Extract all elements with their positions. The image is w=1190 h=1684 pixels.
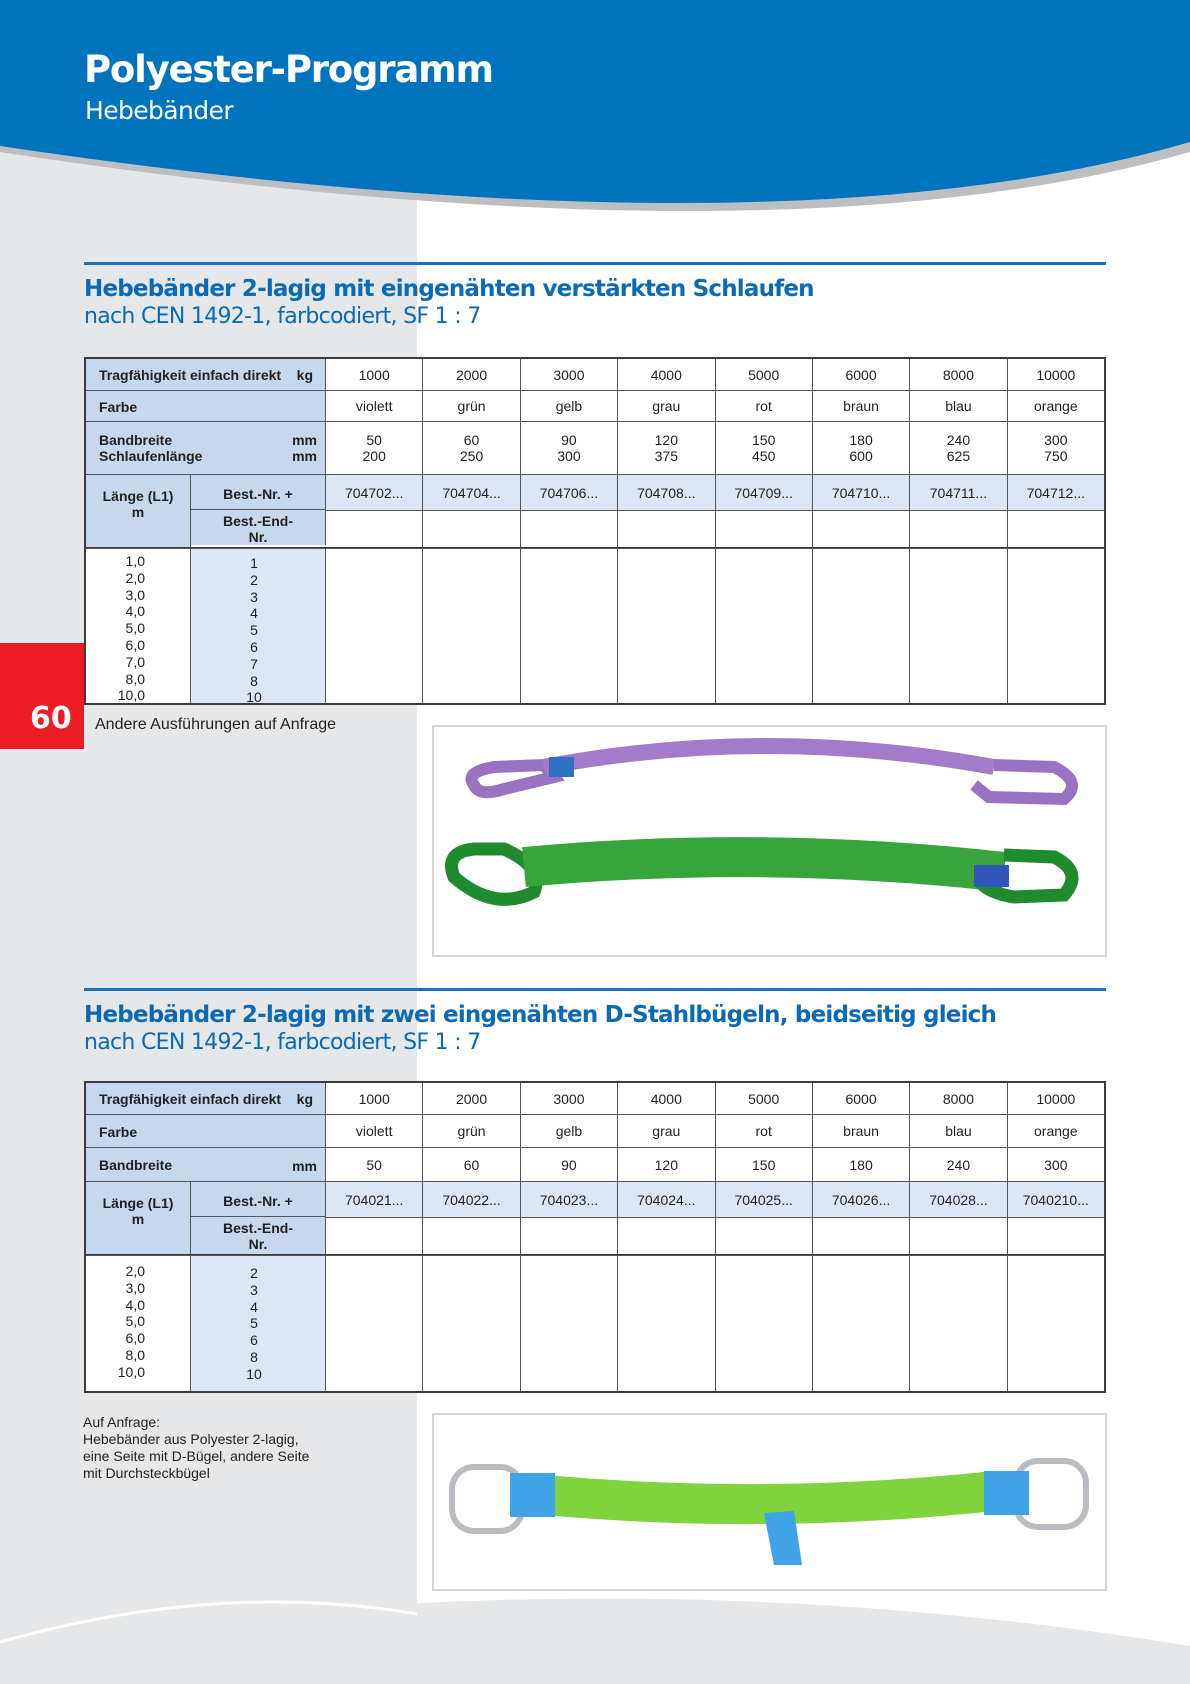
capacity-cell: 4000 <box>618 1083 715 1114</box>
loop-value: 250 <box>459 448 484 464</box>
length-unit: m <box>131 1211 145 1227</box>
capacity-unit: kg <box>296 1091 313 1107</box>
order-block <box>86 475 1104 547</box>
end-number-value: 8 <box>250 1348 258 1365</box>
width-cell: 300 <box>1044 1156 1068 1173</box>
length-value: 3,0 <box>125 1279 145 1296</box>
end-number-value: 4 <box>250 1298 258 1315</box>
capacity-cell: 6000 <box>813 1083 910 1114</box>
color-cell: blau <box>910 1115 1007 1147</box>
length-value: 2,0 <box>125 1263 145 1279</box>
page-subtitle: Hebebänder <box>85 96 233 125</box>
length-value: 3,0 <box>125 586 145 603</box>
order-numbers <box>326 475 1104 511</box>
order-number-cell: 704025... <box>716 1182 813 1217</box>
loop-value: 625 <box>946 448 971 464</box>
end-number-value: 3 <box>250 588 258 605</box>
capacity-row <box>86 359 1104 391</box>
width-cell: 240 <box>910 1148 1007 1181</box>
order-number-cell: 704706... <box>521 475 618 510</box>
color-cell: grün <box>423 391 520 421</box>
width-cell: 90 <box>521 1148 618 1181</box>
width-cell: 120 <box>618 1148 715 1181</box>
color-cell: violett <box>326 391 423 421</box>
violet-sling <box>472 746 1073 799</box>
length-value: 8,0 <box>125 670 145 687</box>
end-no-label: Best.-End- Nr. <box>191 510 326 545</box>
end-number-value: 4 <box>250 605 258 622</box>
end-number-value: 10 <box>246 689 262 706</box>
color-cell: blau <box>910 391 1007 421</box>
end-number-value: 6 <box>250 1332 258 1349</box>
length-value: 5,0 <box>125 1313 145 1330</box>
end-number-value: 1 <box>250 555 258 571</box>
end-number-value: 10 <box>246 1365 262 1382</box>
width-row <box>86 1148 1104 1182</box>
length-label: Länge (L1) <box>102 1195 174 1211</box>
length-value: 6,0 <box>125 636 145 653</box>
capacity-cell: 8000 <box>910 359 1007 390</box>
length-label: Länge (L1) <box>102 488 174 504</box>
loop-value: 750 <box>1044 448 1068 464</box>
end-number-value: 3 <box>250 1281 258 1298</box>
loop-slings-image <box>434 727 1105 955</box>
section2-note: Auf Anfrage: Hebebänder aus Polyester 2-lagig, eine Seite mit D-Bügel, andere Seite mit Durchsteckbügel <box>83 1414 310 1481</box>
loop-value: 375 <box>654 448 678 464</box>
section1-subtitle: nach CEN 1492-1, farbcodiert, SF 1 : 7 <box>84 304 481 329</box>
width-loop-cell <box>910 422 1007 474</box>
order-number-cell: 704026... <box>813 1182 910 1217</box>
color-cell: gelb <box>521 1115 618 1147</box>
page-number: 60 <box>30 701 72 736</box>
width-value: 50 <box>366 432 382 448</box>
empty-grid <box>326 1256 1104 1391</box>
loop-value: 450 <box>752 448 776 464</box>
section2-rule <box>84 988 1106 991</box>
length-value: 6,0 <box>125 1330 145 1347</box>
order-no-label: Best.-Nr. + <box>191 475 326 510</box>
color-row <box>86 391 1104 422</box>
empty-grid <box>326 549 1104 703</box>
page-title: Polyester-Programm <box>84 48 493 91</box>
width-cell: 60 <box>423 1148 520 1181</box>
loop-value: 200 <box>362 448 386 464</box>
end-number-blank-row <box>326 1217 1104 1254</box>
width-value: 150 <box>752 432 776 448</box>
width-loop-cell <box>618 422 715 474</box>
width-label: Bandbreite <box>99 432 173 448</box>
color-cell: grau <box>618 1115 715 1147</box>
capacity-cell: 5000 <box>716 1083 813 1114</box>
length-value: 1,0 <box>125 553 145 569</box>
capacity-cell: 5000 <box>716 359 813 390</box>
width-value: 90 <box>561 432 577 448</box>
capacity-cell: 8000 <box>910 1083 1007 1114</box>
capacity-label: Tragfähigkeit einfach direkt <box>99 1091 282 1107</box>
width-cell: 150 <box>716 1148 813 1181</box>
color-cell: gelb <box>521 391 618 421</box>
green-sling <box>452 849 1073 899</box>
color-cell: braun <box>813 1115 910 1147</box>
width-label: Bandbreite <box>99 1157 173 1173</box>
section2-title: Hebebänder 2-lagig mit zwei eingenähten D-Stahlbügeln, beidseitig gleich <box>84 1002 997 1028</box>
end-number-blank-row <box>326 510 1104 547</box>
length-value: 4,0 <box>125 1296 145 1313</box>
color-cell: grau <box>618 391 715 421</box>
color-cell: orange <box>1034 1123 1078 1139</box>
product-photo-d-ring-sling <box>432 1413 1107 1591</box>
d-ring-sling <box>452 1461 1086 1565</box>
loop-value: 300 <box>557 448 581 464</box>
color-label: Farbe <box>99 1124 138 1140</box>
loop-label: Schlaufenlänge <box>99 448 203 464</box>
order-number-cell: 704704... <box>423 475 520 510</box>
order-number-cell: 7040210... <box>1008 1182 1104 1217</box>
width-loop-row <box>86 422 1104 475</box>
width-loop-cell <box>716 422 813 474</box>
loop-unit: mm <box>292 448 317 464</box>
order-numbers <box>326 1182 1104 1218</box>
page-number-tab <box>0 643 84 749</box>
capacity-label: Tragfähigkeit einfach direkt <box>99 367 282 383</box>
width-loop-cell <box>521 422 618 474</box>
order-number-cell: 704023... <box>521 1182 618 1217</box>
order-number-cell: 704021... <box>326 1182 423 1217</box>
end-number-list <box>191 549 326 706</box>
order-number-cell: 704710... <box>813 475 910 510</box>
section1-rule <box>84 262 1106 265</box>
width-loop-cell <box>423 422 520 474</box>
width-unit: mm <box>292 432 317 448</box>
length-value: 7,0 <box>125 653 145 670</box>
width-loop-cell <box>813 422 910 474</box>
footer-gray-curve <box>0 1598 1190 1684</box>
length-list <box>86 1256 191 1391</box>
end-number-list <box>191 1256 326 1391</box>
length-value: 8,0 <box>125 1346 145 1363</box>
capacity-cell: 1000 <box>326 359 423 390</box>
color-cell: orange <box>1034 398 1078 414</box>
width-value: 180 <box>849 432 873 448</box>
order-number-cell: 704709... <box>716 475 813 510</box>
width-loop-cell <box>1008 422 1104 474</box>
section2-subtitle: nach CEN 1492-1, farbcodiert, SF 1 : 7 <box>84 1030 481 1055</box>
width-loop-cell <box>326 422 423 474</box>
capacity-cell: 1000 <box>326 1083 423 1114</box>
width-value: 120 <box>654 432 678 448</box>
loop-value: 600 <box>849 448 873 464</box>
end-no-label: Best.-End- Nr. <box>191 1217 326 1254</box>
end-number-value: 2 <box>250 571 258 588</box>
capacity-cell: 10000 <box>1036 366 1076 383</box>
length-rows <box>86 549 1104 706</box>
end-number-value: 5 <box>250 622 258 639</box>
section2-table <box>84 1081 1106 1393</box>
length-value: 5,0 <box>125 620 145 637</box>
capacity-cell: 3000 <box>521 359 618 390</box>
capacity-cell: 10000 <box>1036 1090 1076 1107</box>
end-number-value: 2 <box>250 1265 258 1281</box>
length-value: 10,0 <box>117 687 145 704</box>
section1-note: Andere Ausführungen auf Anfrage <box>95 716 337 733</box>
capacity-unit: kg <box>296 367 313 383</box>
end-number-value: 6 <box>250 638 258 655</box>
length-rows <box>86 1256 1104 1391</box>
length-list <box>86 549 191 703</box>
order-number-cell: 704711... <box>910 475 1007 510</box>
color-cell: violett <box>326 1115 423 1147</box>
section1-title: Hebebänder 2-lagig mit eingenähten verstärkten Schlaufen <box>84 276 814 302</box>
order-block <box>86 1182 1104 1254</box>
capacity-cell: 3000 <box>521 1083 618 1114</box>
product-photo-loop-slings <box>432 725 1107 957</box>
end-number-value: 8 <box>250 672 258 689</box>
color-cell: rot <box>716 1115 813 1147</box>
section1-table <box>84 357 1106 705</box>
color-row <box>86 1115 1104 1148</box>
color-cell: braun <box>813 391 910 421</box>
order-number-cell: 704024... <box>618 1182 715 1217</box>
end-number-value: 5 <box>250 1315 258 1332</box>
length-unit: m <box>131 504 145 520</box>
width-value: 240 <box>946 432 971 448</box>
capacity-cell: 2000 <box>423 1083 520 1114</box>
capacity-cell: 4000 <box>618 359 715 390</box>
order-number-cell: 704022... <box>423 1182 520 1217</box>
d-ring-sling-image <box>434 1415 1105 1589</box>
color-cell: grün <box>423 1115 520 1147</box>
width-unit: mm <box>292 1158 317 1174</box>
length-value: 2,0 <box>125 569 145 586</box>
color-label: Farbe <box>99 399 138 415</box>
order-no-label: Best.-Nr. + <box>191 1182 326 1217</box>
order-number-cell: 704712... <box>1008 475 1104 510</box>
end-number-value: 7 <box>250 655 258 672</box>
order-number-cell: 704708... <box>618 475 715 510</box>
color-cell: rot <box>716 391 813 421</box>
capacity-cell: 2000 <box>423 359 520 390</box>
capacity-row <box>86 1083 1104 1115</box>
width-cell: 180 <box>813 1148 910 1181</box>
length-value: 4,0 <box>125 603 145 620</box>
length-value: 10,0 <box>117 1363 145 1380</box>
width-value: 300 <box>1044 432 1068 448</box>
order-number-cell: 704702... <box>326 475 423 510</box>
width-value: 60 <box>463 432 480 448</box>
width-cell: 50 <box>326 1148 423 1181</box>
capacity-cell: 6000 <box>813 359 910 390</box>
order-number-cell: 704028... <box>910 1182 1007 1217</box>
